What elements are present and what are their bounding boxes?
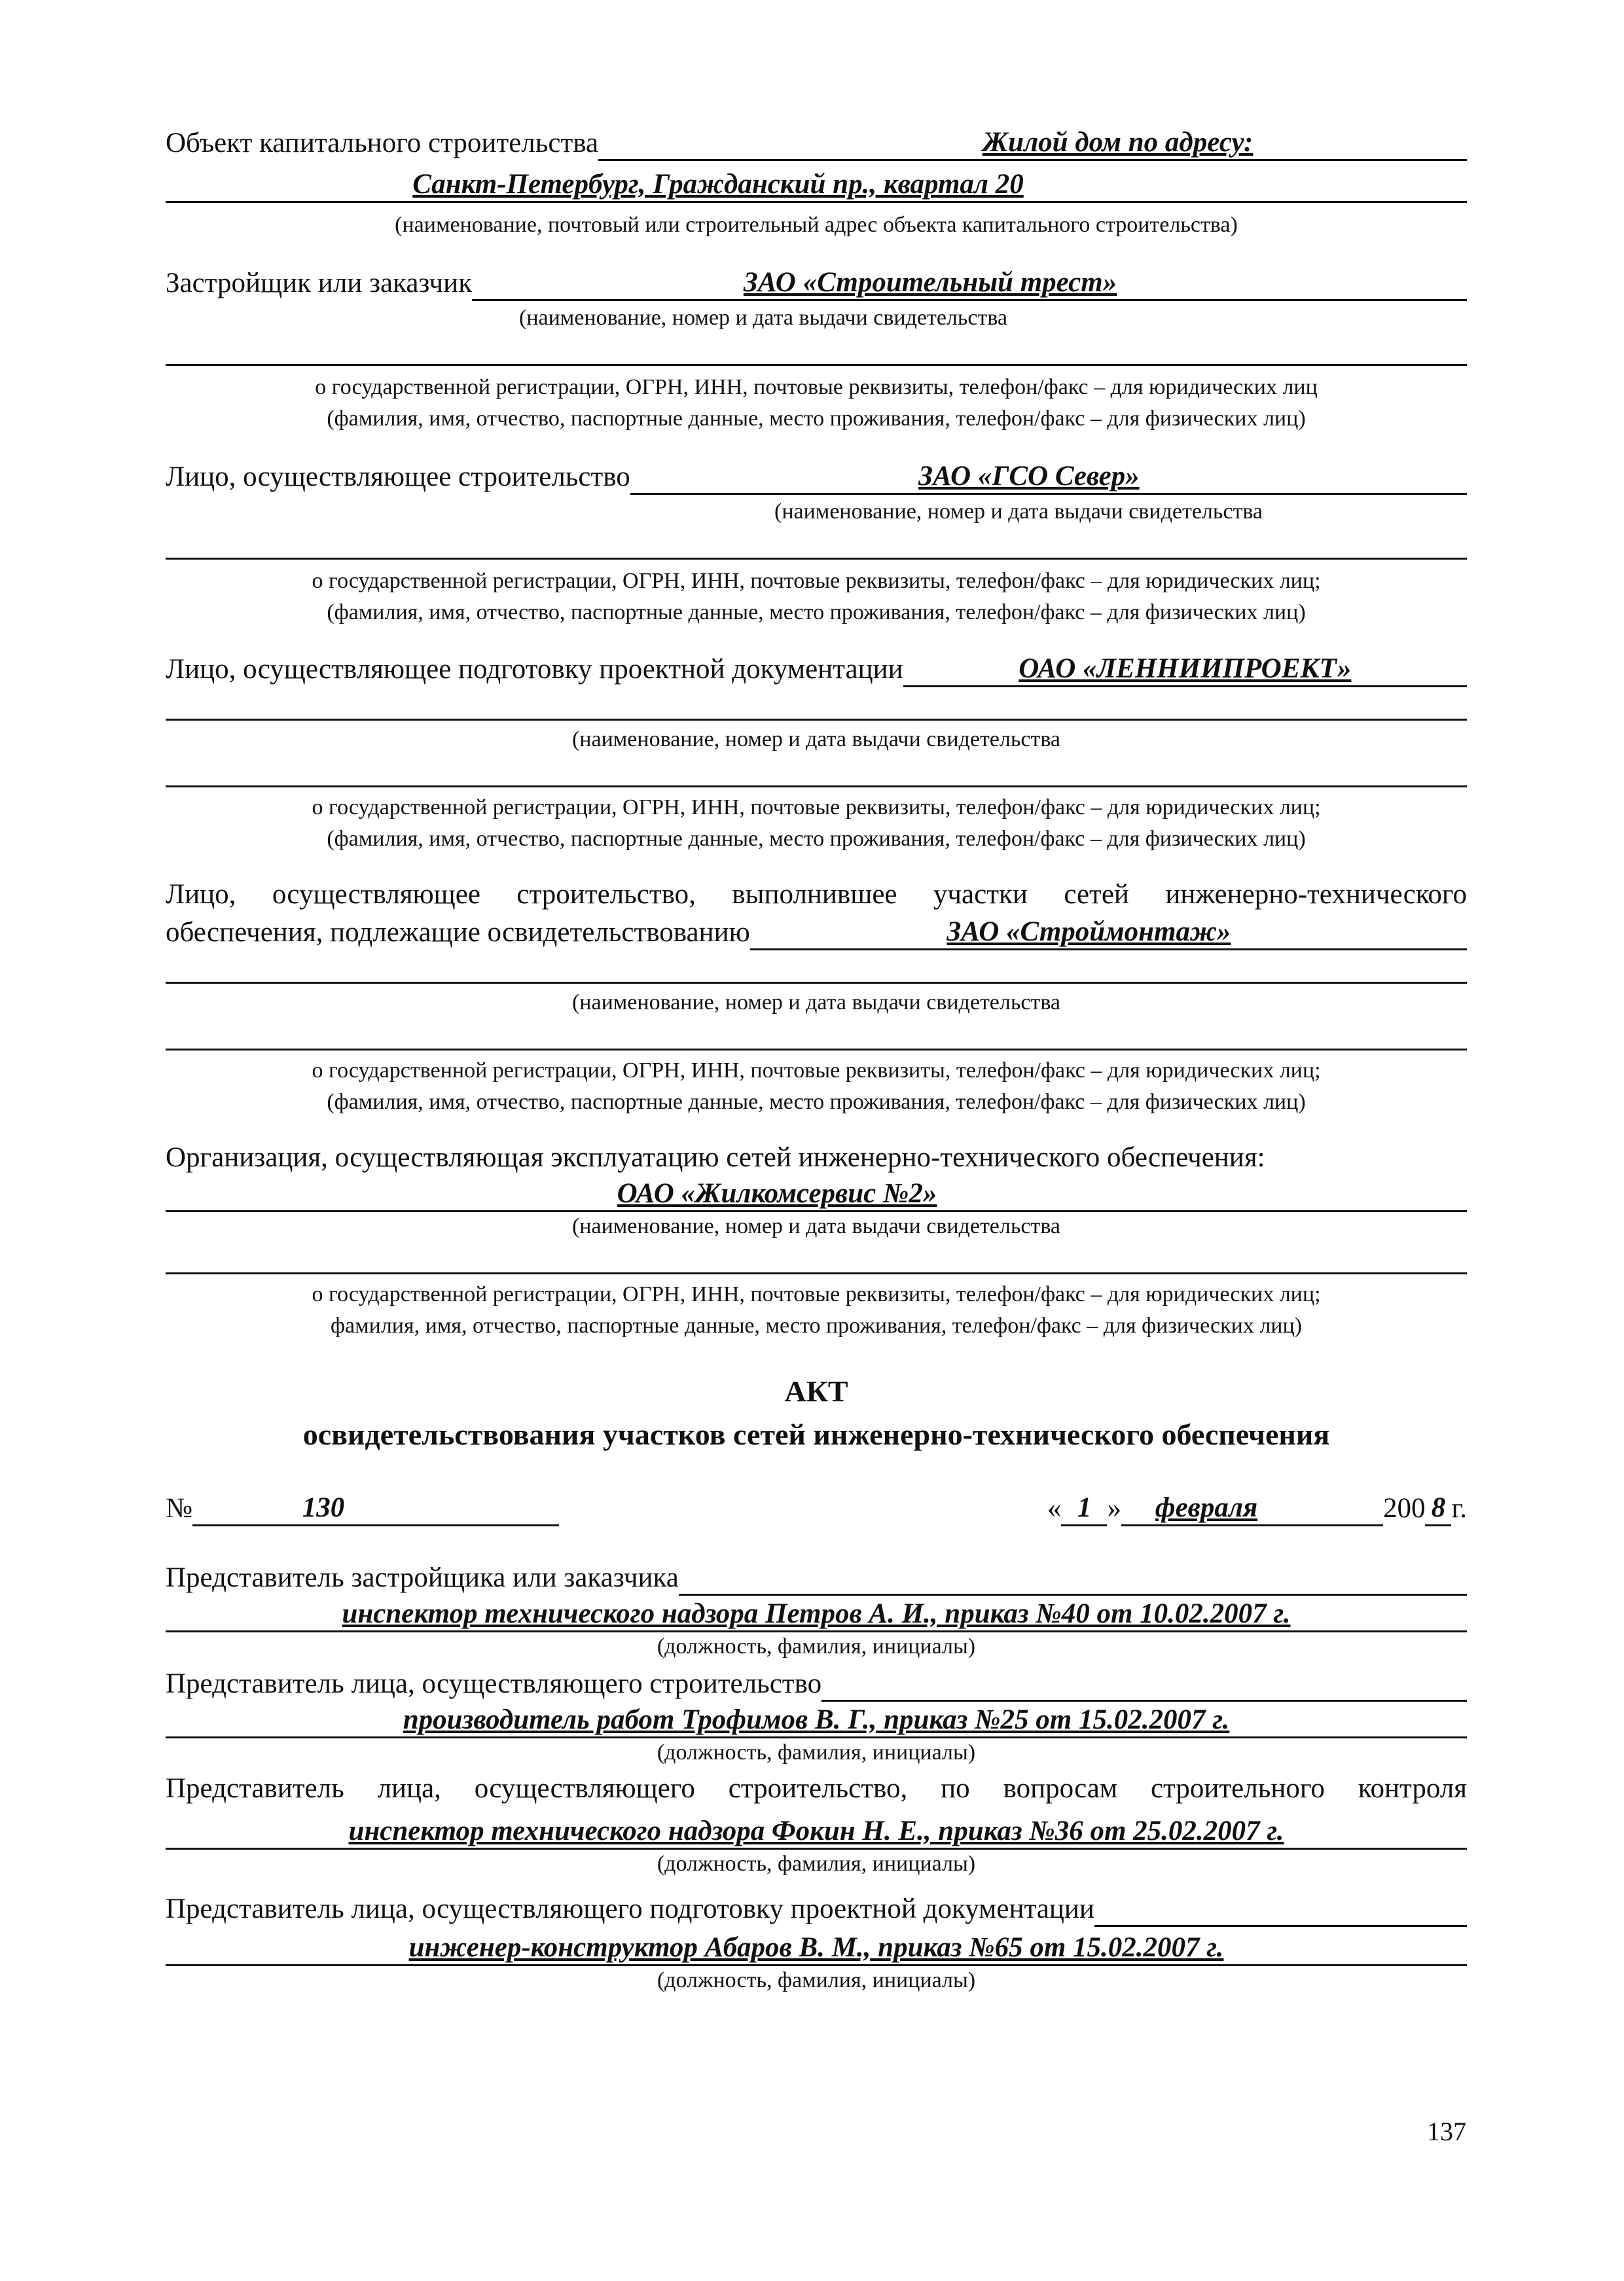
operator-caption-1: (наименование, номер и дата выдачи свидетельства bbox=[571, 1214, 1061, 1238]
act-number-label: № bbox=[166, 1493, 193, 1524]
network-builder-label-2: обеспечения, подлежащие освидетельствованию bbox=[166, 917, 750, 948]
rep-builder-row bbox=[166, 1666, 1467, 1702]
object-value-2: Санкт-Петербург, Гражданский пр., квартал 20 bbox=[412, 169, 1024, 200]
operator-label-row bbox=[166, 1140, 1467, 1176]
rep-designer-value: инженер-конструктор Абаров В. М., приказ №65 от 15.02.2007 г. bbox=[408, 1932, 1224, 1963]
rep-control-value: инспектор технического надзора Фокин Н. Е., приказ №36 от 25.02.2007 г. bbox=[348, 1816, 1284, 1846]
rep-developer-label-field bbox=[679, 1566, 1467, 1596]
operator-row bbox=[166, 1177, 1467, 1212]
object-value-1: Жилой дом по адресу: bbox=[982, 127, 1254, 158]
builder-row bbox=[166, 459, 1467, 495]
designer-blank-line-1 bbox=[166, 719, 1467, 721]
network-builder-blank-line-1 bbox=[166, 982, 1467, 984]
builder-caption-2: о государственной регистрации, ОГРН, ИНН, почтовые реквизиты, телефон/факс – для юридических лиц; bbox=[312, 569, 1321, 593]
network-builder-label-1: Лицо, осуществляющее строительство, выполнившее участки сетей инженерно-технического bbox=[166, 879, 1467, 910]
builder-value: ЗАО «ГСО Север» bbox=[918, 461, 1140, 492]
builder-caption-1: (наименование, номер и дата выдачи свидетельства bbox=[774, 499, 1263, 524]
rep-designer-field bbox=[166, 1932, 1467, 1966]
designer-label: Лицо, осуществляющее подготовку проектной документации bbox=[166, 654, 903, 685]
designer-caption-2: о государственной регистрации, ОГРН, ИНН, почтовые реквизиты, телефон/факс – для юридических лиц; bbox=[312, 795, 1321, 819]
network-builder-row bbox=[166, 915, 1467, 950]
rep-control-row bbox=[166, 1771, 1467, 1806]
act-month-value: февраля bbox=[1155, 1492, 1258, 1523]
rep-designer-value-row bbox=[166, 1931, 1467, 1966]
rep-designer-row bbox=[166, 1892, 1467, 1927]
developer-caption-2: о государственной регистрации, ОГРН, ИНН, почтовые реквизиты, телефон/факс – для юридических лиц bbox=[315, 375, 1318, 399]
act-number-value: 130 bbox=[302, 1492, 345, 1523]
act-date-quote-close: » bbox=[1107, 1493, 1121, 1524]
rep-builder-label-field bbox=[821, 1672, 1467, 1702]
act-year-field bbox=[1425, 1492, 1451, 1526]
rep-developer-caption: (должность, фамилия, инициалы) bbox=[657, 1634, 976, 1659]
rep-control-value-row bbox=[166, 1814, 1467, 1850]
operator-caption-3: фамилия, имя, отчество, паспортные данные, место проживания, телефон/факс – для физических лиц) bbox=[331, 1314, 1302, 1338]
developer-caption-1: (наименование, номер и дата выдачи свидетельства bbox=[519, 306, 1008, 330]
operator-label: Организация, осуществляющая эксплуатацию сетей инженерно-технического обеспечения: bbox=[166, 1142, 1265, 1173]
rep-builder-field bbox=[166, 1704, 1467, 1738]
developer-value: ЗАО «Строительный трест» bbox=[743, 267, 1117, 298]
act-month-field bbox=[1121, 1492, 1383, 1526]
designer-value: ОАО «ЛЕННИИПРОЕКТ» bbox=[1019, 653, 1352, 684]
developer-label: Застройщик или заказчик bbox=[166, 268, 473, 298]
act-title: АКТ bbox=[784, 1374, 848, 1408]
designer-caption-3: (фамилия, имя, отчество, паспортные данные, место проживания, телефон/факс – для физических лиц) bbox=[327, 827, 1306, 851]
network-builder-field bbox=[750, 916, 1467, 950]
object-caption: (наименование, почтовый или строительный адрес объекта капитального строительства) bbox=[395, 213, 1238, 237]
act-day-field bbox=[1061, 1492, 1107, 1526]
network-builder-caption-1: (наименование, номер и дата выдачи свидетельства bbox=[571, 990, 1061, 1015]
operator-field bbox=[166, 1178, 1467, 1212]
rep-control-field bbox=[166, 1816, 1467, 1850]
developer-field bbox=[472, 267, 1467, 301]
rep-designer-caption: (должность, фамилия, инициалы) bbox=[657, 1968, 976, 1992]
rep-designer-label-field bbox=[1094, 1897, 1467, 1927]
rep-builder-caption: (должность, фамилия, инициалы) bbox=[657, 1740, 976, 1765]
act-number-field bbox=[192, 1492, 559, 1526]
rep-developer-value-row bbox=[166, 1597, 1467, 1632]
builder-label: Лицо, осуществляющее строительство bbox=[166, 461, 630, 492]
object-field-1 bbox=[598, 127, 1467, 161]
designer-blank-line-2 bbox=[166, 785, 1467, 787]
act-year-unit: г. bbox=[1451, 1493, 1467, 1524]
developer-caption-3: (фамилия, имя, отчество, паспортные данные, место проживания, телефон/факс – для физических лиц) bbox=[327, 406, 1306, 431]
network-builder-label-row-1 bbox=[166, 877, 1467, 912]
rep-builder-value: производитель работ Трофимов В. Г., приказ №25 от 15.02.2007 г. bbox=[403, 1704, 1230, 1735]
rep-developer-field bbox=[166, 1598, 1467, 1632]
rep-builder-label: Представитель лица, осуществляющего строительство bbox=[166, 1668, 822, 1699]
network-builder-caption-2: о государственной регистрации, ОГРН, ИНН, почтовые реквизиты, телефон/факс – для юридических лиц; bbox=[312, 1058, 1321, 1083]
developer-blank-line bbox=[166, 364, 1467, 366]
act-subtitle: освидетельствования участков сетей инженерно-технического обеспечения bbox=[302, 1418, 1330, 1451]
operator-blank-line bbox=[166, 1272, 1467, 1274]
act-number-date-row bbox=[166, 1491, 1467, 1526]
operator-caption-2: о государственной регистрации, ОГРН, ИНН, почтовые реквизиты, телефон/факс – для юридических лиц; bbox=[312, 1282, 1321, 1306]
operator-value: ОАО «Жилкомсервис №2» bbox=[617, 1178, 937, 1209]
network-builder-blank-line-2 bbox=[166, 1049, 1467, 1051]
rep-control-label: Представитель лица, осуществляющего строительство, по вопросам строительного контроля bbox=[166, 1773, 1467, 1804]
network-builder-caption-3: (фамилия, имя, отчество, паспортные данные, место проживания, телефон/факс – для физических лиц) bbox=[327, 1090, 1306, 1114]
object-row-2 bbox=[166, 168, 1467, 203]
act-year-prefix: 200 bbox=[1382, 1493, 1426, 1524]
builder-blank-line bbox=[166, 558, 1467, 560]
designer-row bbox=[166, 652, 1467, 687]
object-field-2 bbox=[166, 169, 1467, 203]
object-row bbox=[166, 126, 1467, 161]
rep-developer-label: Представитель застройщика или заказчика bbox=[166, 1562, 679, 1593]
rep-designer-label: Представитель лица, осуществляющего подготовку проектной документации bbox=[166, 1894, 1094, 1924]
rep-control-caption: (должность, фамилия, инициалы) bbox=[657, 1852, 976, 1876]
rep-developer-row bbox=[166, 1560, 1467, 1596]
network-builder-value: ЗАО «Строймонтаж» bbox=[947, 916, 1231, 947]
builder-field bbox=[630, 461, 1467, 495]
object-label: Объект капитального строительства bbox=[166, 128, 599, 158]
page-number: 137 bbox=[1427, 2117, 1466, 2146]
act-day-value: 1 bbox=[1077, 1492, 1092, 1523]
designer-caption-1: (наименование, номер и дата выдачи свидетельства bbox=[571, 727, 1061, 751]
rep-developer-value: инспектор технического надзора Петров А. И., приказ №40 от 10.02.2007 г. bbox=[342, 1598, 1291, 1629]
builder-caption-3: (фамилия, имя, отчество, паспортные данные, место проживания, телефон/факс – для физических лиц) bbox=[327, 600, 1306, 624]
developer-row bbox=[166, 266, 1467, 301]
designer-field bbox=[903, 653, 1467, 687]
rep-builder-value-row bbox=[166, 1703, 1467, 1738]
act-year-value: 8 bbox=[1431, 1492, 1446, 1523]
act-date-quote-open: « bbox=[1047, 1493, 1062, 1524]
